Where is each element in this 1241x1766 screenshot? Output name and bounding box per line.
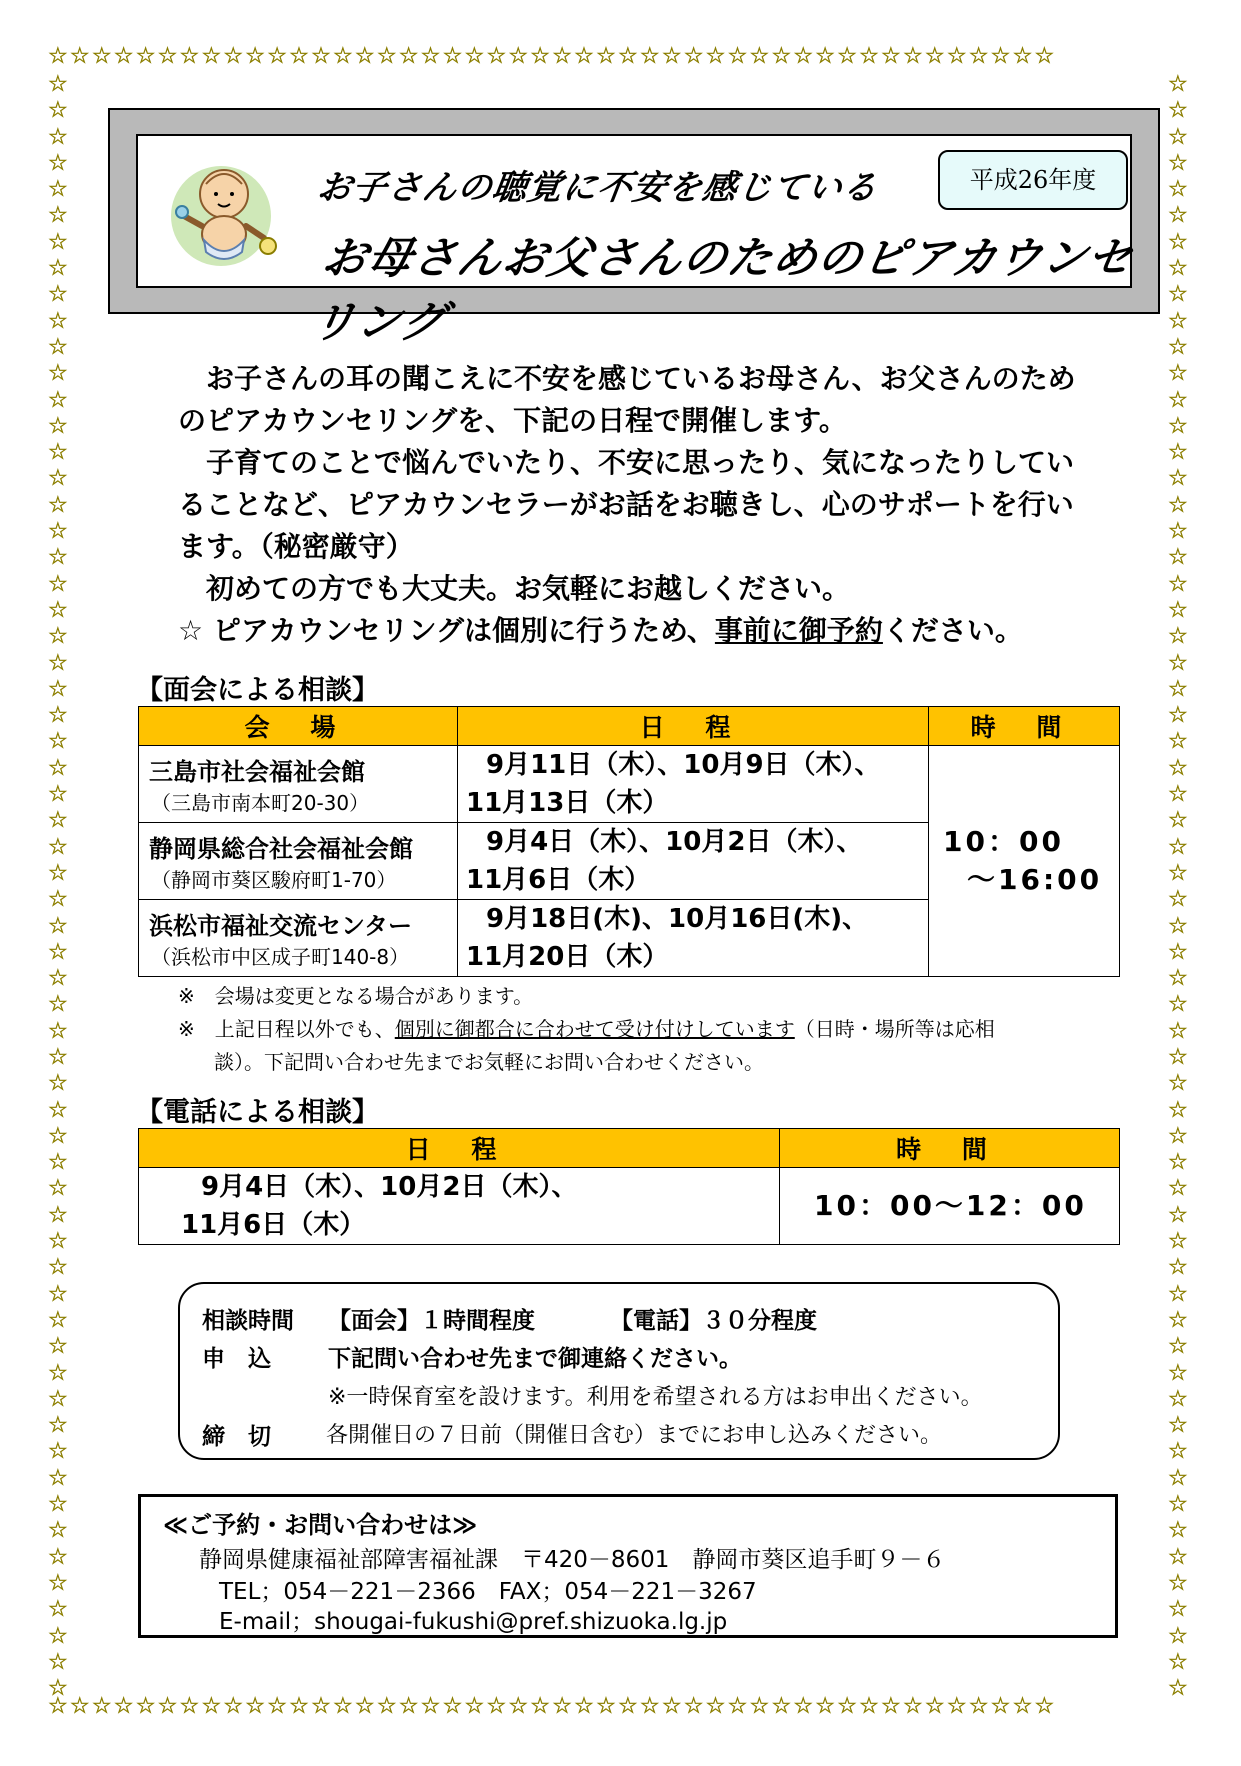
- table-row: [139, 746, 1120, 823]
- star-border-bottom: ☆☆☆☆☆☆☆☆☆☆☆☆☆☆☆☆☆☆☆☆☆☆☆☆☆☆☆☆☆☆☆☆☆☆☆☆☆☆☆☆☆☆☆☆☆☆: [48, 1696, 1057, 1719]
- header-banner: [108, 108, 1160, 348]
- reservation-note-prefix: ☆ ピアカウンセリングは個別に行うため、: [178, 614, 715, 647]
- venue-name: 三島市社会福祉会館: [149, 758, 365, 786]
- childcare-note: ※一時保育室を設けます。利用を希望される方はお申出ください。: [328, 1385, 983, 1410]
- note-emphasis: 個別に御都合に合わせて受け付けしています: [394, 1017, 795, 1041]
- venue-cell: [139, 746, 458, 823]
- intro-paragraph-1: お子さんの耳の聞こえに不安を感じているお母さん、お父さんのためのピアカウンセリングを、下記の日程で開催します。: [178, 362, 1076, 437]
- consultation-time-phone: 【電話】３０分程度: [610, 1308, 817, 1334]
- page-title: お母さんお父さんのためのピアカウンセリング: [307, 233, 1137, 348]
- dates-line-2: 11月13日（木）: [466, 788, 669, 818]
- note-continuation: 談）。下記問い合わせ先までお気軽にお問い合わせください。: [214, 1050, 764, 1074]
- consultation-time-face: 【面会】１時間程度: [328, 1308, 535, 1334]
- face-to-face-heading: 【面会による相談】: [136, 675, 379, 706]
- dates-line-1: 9月4日（木）、10月2日（木）、: [201, 1172, 578, 1202]
- contact-phone-fax: TEL；054－221－2366 FAX；054－221－3267: [219, 1579, 757, 1605]
- time-start: 10：00: [943, 825, 1064, 858]
- phone-heading: 【電話による相談】: [136, 1097, 379, 1128]
- header-subtitle: お子さんの聴覚に不安を感じている: [314, 168, 881, 208]
- column-header-time: 時 間: [780, 1129, 1120, 1168]
- dates-cell: [458, 900, 929, 977]
- reservation-note-emphasis: 事前に御予約: [714, 614, 883, 647]
- venue-address: （三島市南本町20-30）: [151, 791, 370, 815]
- column-header-dates: 日 程: [458, 707, 929, 746]
- time-end: ～16:00: [967, 863, 1103, 896]
- deadline-text: 各開催日の７日前（開催日含む）までにお申し込みください。: [326, 1423, 943, 1448]
- dates-cell: [458, 823, 929, 900]
- dates-cell: [458, 746, 929, 823]
- baby-illustration: [166, 154, 286, 272]
- table-row: [139, 1168, 1120, 1245]
- star-border-top: ☆☆☆☆☆☆☆☆☆☆☆☆☆☆☆☆☆☆☆☆☆☆☆☆☆☆☆☆☆☆☆☆☆☆☆☆☆☆☆☆☆☆☆☆☆☆: [48, 46, 1057, 69]
- dates-cell: [139, 1168, 780, 1245]
- dates-line-2: 11月6日（木）: [466, 865, 651, 895]
- reservation-note-suffix: ください。: [882, 614, 1023, 647]
- year-badge: 平成26年度: [938, 150, 1128, 210]
- consultation-time-label: 相談時間: [202, 1308, 294, 1334]
- venue-cell: [139, 823, 458, 900]
- phone-table: [138, 1128, 1120, 1245]
- intro-paragraph-4: [178, 610, 1078, 652]
- contact-heading: ≪ご予約・お問い合わせは≫: [163, 1511, 478, 1539]
- venue-cell: [139, 900, 458, 977]
- application-label: 申 込: [202, 1346, 271, 1372]
- face-to-face-table: [138, 706, 1120, 977]
- contact-email[interactable]: E-mail；shougai-fukushi@pref.shizuoka.lg.jp: [219, 1609, 728, 1635]
- intro-paragraph-3: 初めての方でも大丈夫。お気軽にお越しください。: [206, 572, 851, 605]
- column-header-time: 時 間: [929, 707, 1120, 746]
- dates-line-2: 11月20日（木）: [466, 942, 669, 972]
- header-banner-inner: [136, 134, 1137, 348]
- note-prefix: ※ 上記日程以外でも、: [178, 1017, 395, 1041]
- application-text: 下記問い合わせ先まで御連絡ください。: [328, 1346, 742, 1372]
- column-header-venue: 会 場: [139, 707, 458, 746]
- dates-line-1: 9月11日（木）、10月9日（木）、: [486, 750, 881, 780]
- contact-box: [138, 1494, 1118, 1638]
- time-cell: 10：00～12：00: [780, 1168, 1120, 1245]
- column-header-dates: 日 程: [139, 1129, 780, 1168]
- intro-paragraph-2: 子育てのことで悩んでいたり、不安に思ったり、気になったりしていることなど、ピアカウンセラーがお話をお聴きし、心のサポートを行います。（秘密厳守）: [178, 446, 1075, 563]
- dates-line-1: 9月18日(木)、10月16日(木)、: [486, 904, 869, 934]
- venue-address: （浜松市中区成子町140-8）: [151, 945, 410, 969]
- dates-line-2: 11月6日（木）: [181, 1210, 366, 1240]
- consultation-info-box: [178, 1282, 1060, 1460]
- venue-name: 静岡県総合社会福祉会館: [149, 835, 413, 863]
- dates-line-1: 9月4日（木）、10月2日（木）、: [486, 827, 863, 857]
- deadline-label: 締 切: [202, 1424, 271, 1450]
- venue-address: （静岡市葵区駿府町1-70）: [151, 868, 397, 892]
- star-border-left: ☆☆☆☆☆☆☆☆☆☆☆☆☆☆☆☆☆☆☆☆☆☆☆☆☆☆☆☆☆☆☆☆☆☆☆☆☆☆☆☆☆☆☆☆☆☆☆☆☆☆☆☆☆☆☆☆☆☆☆☆☆☆: [48, 72, 68, 1700]
- contact-organization: 静岡県健康福祉部障害福祉課 〒420－8601 静岡市葵区追手町９－６: [199, 1547, 946, 1573]
- note-suffix: （日時・場所等は応相: [794, 1017, 995, 1041]
- venue-change-note: ※ 会場は変更となる場合があります。: [178, 984, 534, 1008]
- venue-name: 浜松市福祉交流センター: [149, 912, 413, 940]
- time-cell: [929, 746, 1120, 977]
- individual-schedule-note: [178, 1013, 1078, 1079]
- star-border-right: ☆☆☆☆☆☆☆☆☆☆☆☆☆☆☆☆☆☆☆☆☆☆☆☆☆☆☆☆☆☆☆☆☆☆☆☆☆☆☆☆☆☆☆☆☆☆☆☆☆☆☆☆☆☆☆☆☆☆☆☆☆☆: [1168, 72, 1188, 1700]
- intro-text: [178, 358, 1078, 652]
